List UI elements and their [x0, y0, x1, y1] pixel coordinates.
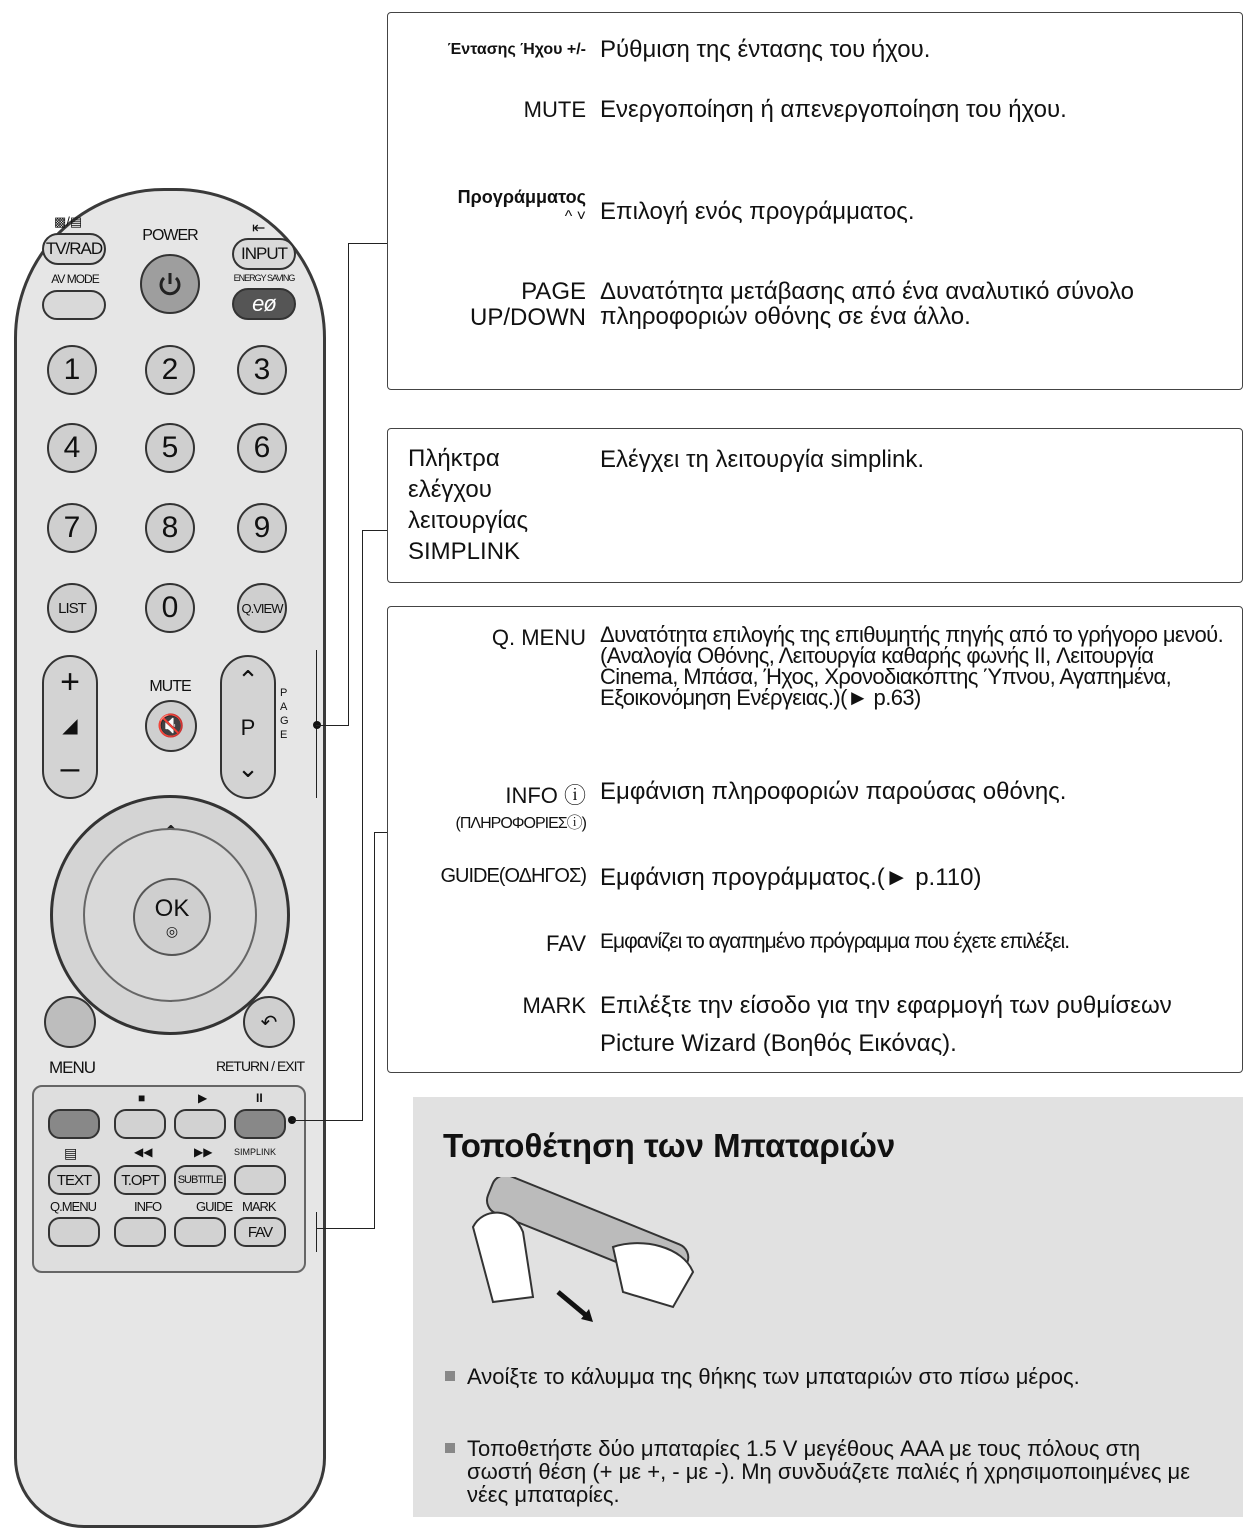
- subtitle-button[interactable]: SUBTITLE: [174, 1165, 226, 1195]
- connector-line: [316, 1228, 374, 1229]
- number-0-button[interactable]: 0: [145, 583, 195, 633]
- connector-line: [292, 1120, 362, 1121]
- q-menu-key: Q. MENU: [491, 625, 586, 650]
- mark-label: MARK: [242, 1199, 276, 1214]
- connector-line: [362, 530, 363, 1121]
- battery-section: [413, 1097, 1243, 1517]
- menu-label: MENU: [48, 1058, 96, 1077]
- number-2-button[interactable]: 2: [145, 345, 195, 395]
- mute-icon: 🔇: [157, 713, 185, 738]
- pause-icon: II: [256, 1091, 263, 1105]
- number-3-button[interactable]: 3: [237, 345, 287, 395]
- tv-radio-icon: ▩/▤: [54, 214, 83, 229]
- stop-button[interactable]: [114, 1109, 166, 1139]
- red-button[interactable]: [48, 1109, 100, 1139]
- number-7-button[interactable]: 7: [47, 503, 97, 553]
- navigation-pad: [50, 795, 290, 1035]
- play-icon: ▶: [198, 1091, 208, 1105]
- volume-up-icon[interactable]: +: [60, 663, 80, 701]
- t-opt-button[interactable]: T.OPT: [114, 1165, 166, 1195]
- simplink-key: Πλήκτρα ελέγχου λειτουργίας SIMPLINK: [408, 445, 529, 565]
- connector-line: [316, 725, 348, 726]
- q-menu-desc: Δυνατότητα επιλογής της επιθυμητής πηγής από το γρήγορο μενού.(Αναλογία Οθόνης, Λειτουργία καθαρής φωνής II, Λειτουργία Cinema, Μπάσα, Ήχος, Χρονοδιακόπτης Ύπνου, Αγαπημένα, Εξοικονόμηση Ενέργειας.)(► p.63): [600, 622, 1224, 710]
- program-desc: Επιλογή ενός προγράμματος.: [600, 198, 915, 225]
- info-desc: Εμφάνιση πληροφοριών παρούσας οθόνης.: [600, 778, 1067, 805]
- program-key: Προγράμματος ^ ˅: [457, 187, 586, 225]
- menu-button[interactable]: [44, 996, 96, 1048]
- input-icon: ⇤: [252, 220, 266, 237]
- ok-button[interactable]: OK ◎: [133, 878, 211, 956]
- info-button[interactable]: [114, 1217, 166, 1247]
- battery-step-1: Ανοίξτε το κάλυμμα της θήκης των μπαταριών στο πίσω μέρος.: [445, 1365, 1205, 1388]
- simplink-label: SIMPLINK: [234, 1147, 277, 1157]
- connector-line: [348, 243, 388, 244]
- guide-desc: Εμφάνιση προγράμματος.(► p.110): [600, 864, 982, 891]
- battery-illustration: [463, 1177, 703, 1337]
- q-menu-button[interactable]: [48, 1217, 100, 1247]
- volume-rocker[interactable]: [42, 655, 98, 799]
- energy-saving-label: ENERGY SAVING: [233, 273, 295, 283]
- simplink-box: [387, 428, 1243, 583]
- number-4-button[interactable]: 4: [47, 423, 97, 473]
- page-key: PAGE UP/DOWN: [470, 278, 586, 332]
- function-buttons-panel: [32, 1085, 306, 1273]
- volume-key: Έντασης Ήχου +/-: [447, 41, 586, 58]
- number-8-button[interactable]: 8: [145, 503, 195, 553]
- list-button[interactable]: LIST: [47, 583, 97, 633]
- fast-forward-icon: ▶▶: [194, 1145, 213, 1159]
- program-label: P: [240, 715, 256, 740]
- number-6-button[interactable]: 6: [237, 423, 287, 473]
- page-desc: Δυνατότητα μετάβασης από ένα αναλυτικό σύνολο πληροφοριών οθόνης σε ένα άλλο.: [600, 278, 1134, 331]
- q-view-button[interactable]: Q.VIEW: [237, 583, 287, 633]
- battery-step-2: Τοποθετήστε δύο μπαταρίες 1.5 V μεγέθους AAA με τους πόλους στη σωστή θέση (+ με +, - με -). Μη συνδυάζετε παλιές ή χρησιμοποιημένες με νέες μπαταρίες.: [445, 1437, 1205, 1506]
- input-button[interactable]: INPUT: [232, 238, 296, 270]
- fav-desc: Εμφανίζει το αγαπημένο πρόγραμμα που έχετε επιλέξει.: [600, 930, 1070, 953]
- volume-icon: ◢: [62, 715, 78, 737]
- pause-button[interactable]: [234, 1109, 286, 1139]
- mute-desc: Ενεργοποίηση ή απενεργοποίηση του ήχου.: [600, 96, 1067, 123]
- mute-key: MUTE: [523, 97, 586, 122]
- power-button[interactable]: [140, 254, 200, 314]
- energy-saving-button[interactable]: eø: [232, 288, 296, 320]
- info-label: INFO: [134, 1199, 162, 1214]
- battery-title: Τοποθέτηση των Μπαταριών: [443, 1127, 896, 1164]
- stop-icon: ■: [138, 1091, 146, 1105]
- power-label: POWER: [142, 227, 198, 244]
- rewind-icon: ◀◀: [134, 1145, 153, 1159]
- bracket-line: [316, 1212, 317, 1252]
- number-9-button[interactable]: 9: [237, 503, 287, 553]
- mute-label: MUTE: [149, 678, 191, 695]
- av-mode-button[interactable]: [42, 290, 106, 320]
- ok-dot-icon: ◎: [165, 922, 179, 939]
- connector-line: [362, 530, 388, 531]
- chevron-down-icon[interactable]: ⌄: [237, 753, 259, 783]
- mute-button[interactable]: [145, 700, 197, 752]
- av-mode-label: AV MODE: [51, 272, 99, 286]
- tv-rad-button[interactable]: TV/RAD: [42, 233, 106, 265]
- simplink-desc: Ελέγχει τη λειτουργία simplink.: [600, 446, 925, 473]
- play-button[interactable]: [174, 1109, 226, 1139]
- connector-line: [374, 832, 388, 833]
- fav-button[interactable]: FAV: [234, 1217, 286, 1247]
- return-exit-button[interactable]: [243, 996, 295, 1048]
- program-rocker[interactable]: [220, 655, 276, 799]
- connector-line: [374, 832, 375, 1229]
- return-exit-label: RETURN / EXIT: [215, 1058, 305, 1074]
- volume-down-icon[interactable]: –: [60, 749, 80, 787]
- number-1-button[interactable]: 1: [47, 345, 97, 395]
- guide-button[interactable]: [174, 1217, 226, 1247]
- return-icon: ↶: [260, 1011, 278, 1034]
- page-label: PAGE: [280, 687, 289, 741]
- number-5-button[interactable]: 5: [145, 423, 195, 473]
- mark-key: MARK: [522, 993, 586, 1018]
- text-button[interactable]: TEXT: [48, 1165, 100, 1195]
- info-key: INFO ⓘ (ΠΛΗΡΟΦΟΡΙΕΣⓘ): [455, 783, 586, 832]
- simplink-button[interactable]: [234, 1165, 286, 1195]
- fav-key: FAV: [546, 931, 586, 956]
- chevron-up-icon[interactable]: ⌃: [237, 665, 259, 695]
- mark-desc: Επιλέξτε την είσοδο για την εφαρμογή των ρυθμίσεων Picture Wizard (Βοηθός Εικόνας).: [600, 992, 1172, 1057]
- connector-line: [348, 243, 349, 726]
- volume-program-box: [387, 12, 1243, 390]
- navigation-ring: [83, 828, 257, 1002]
- power-icon: [155, 269, 185, 299]
- teletext-icon: ▤: [64, 1145, 78, 1161]
- q-menu-label: Q.MENU: [50, 1199, 96, 1214]
- volume-desc: Ρύθμιση της έντασης του ήχου.: [600, 36, 931, 63]
- guide-label: GUIDE: [196, 1199, 233, 1214]
- guide-key: GUIDE(ΟΔΗΓΟΣ): [440, 865, 586, 887]
- menu-functions-box: [387, 606, 1243, 1073]
